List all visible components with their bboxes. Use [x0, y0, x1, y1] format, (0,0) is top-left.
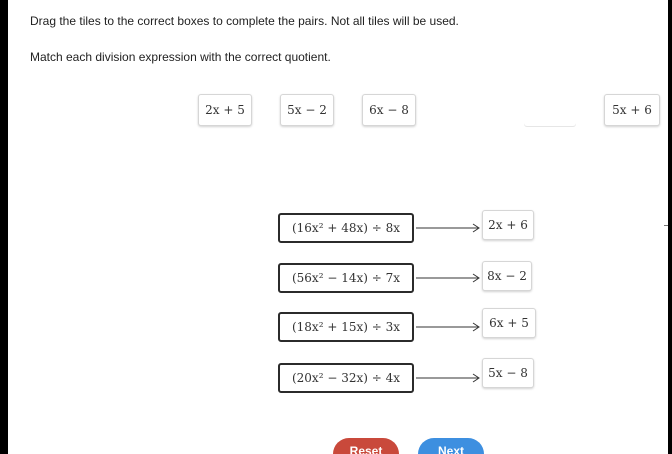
tile-5x-plus-6[interactable]: 5x + 6 — [604, 94, 660, 126]
match-instructions: Match each division expression with the correct quotient. — [30, 50, 331, 64]
answer-box-3[interactable]: 6x + 5 — [482, 308, 536, 338]
tile-6x-minus-8[interactable]: 6x − 8 — [362, 94, 416, 126]
answer-box-2[interactable]: 8x − 2 — [482, 261, 532, 291]
arrow-right-icon — [416, 321, 482, 333]
next-button[interactable]: Next — [418, 438, 484, 454]
tile-5x-minus-2[interactable]: 5x − 2 — [280, 94, 334, 126]
reset-button[interactable]: Reset — [333, 438, 399, 454]
empty-tile-slot — [524, 94, 576, 126]
arrow-right-icon — [416, 272, 482, 284]
division-expression-2: (56x² − 14x) ÷ 7x — [278, 263, 414, 293]
division-expression-4: (20x² − 32x) ÷ 4x — [278, 363, 414, 393]
scroll-indicator — [664, 225, 668, 226]
arrow-right-icon — [416, 222, 482, 234]
division-expression-3: (18x² + 15x) ÷ 3x — [278, 312, 414, 342]
arrow-right-icon — [416, 372, 482, 384]
activity-page — [8, 0, 668, 454]
answer-box-4[interactable]: 5x − 8 — [482, 358, 534, 388]
answer-box-1[interactable]: 2x + 6 — [482, 210, 534, 240]
tile-2x-plus-5[interactable]: 2x + 5 — [198, 94, 252, 126]
division-expression-1: (16x² + 48x) ÷ 8x — [278, 213, 414, 243]
drag-instructions: Drag the tiles to the correct boxes to complete the pairs. Not all tiles will be used. — [30, 14, 459, 28]
